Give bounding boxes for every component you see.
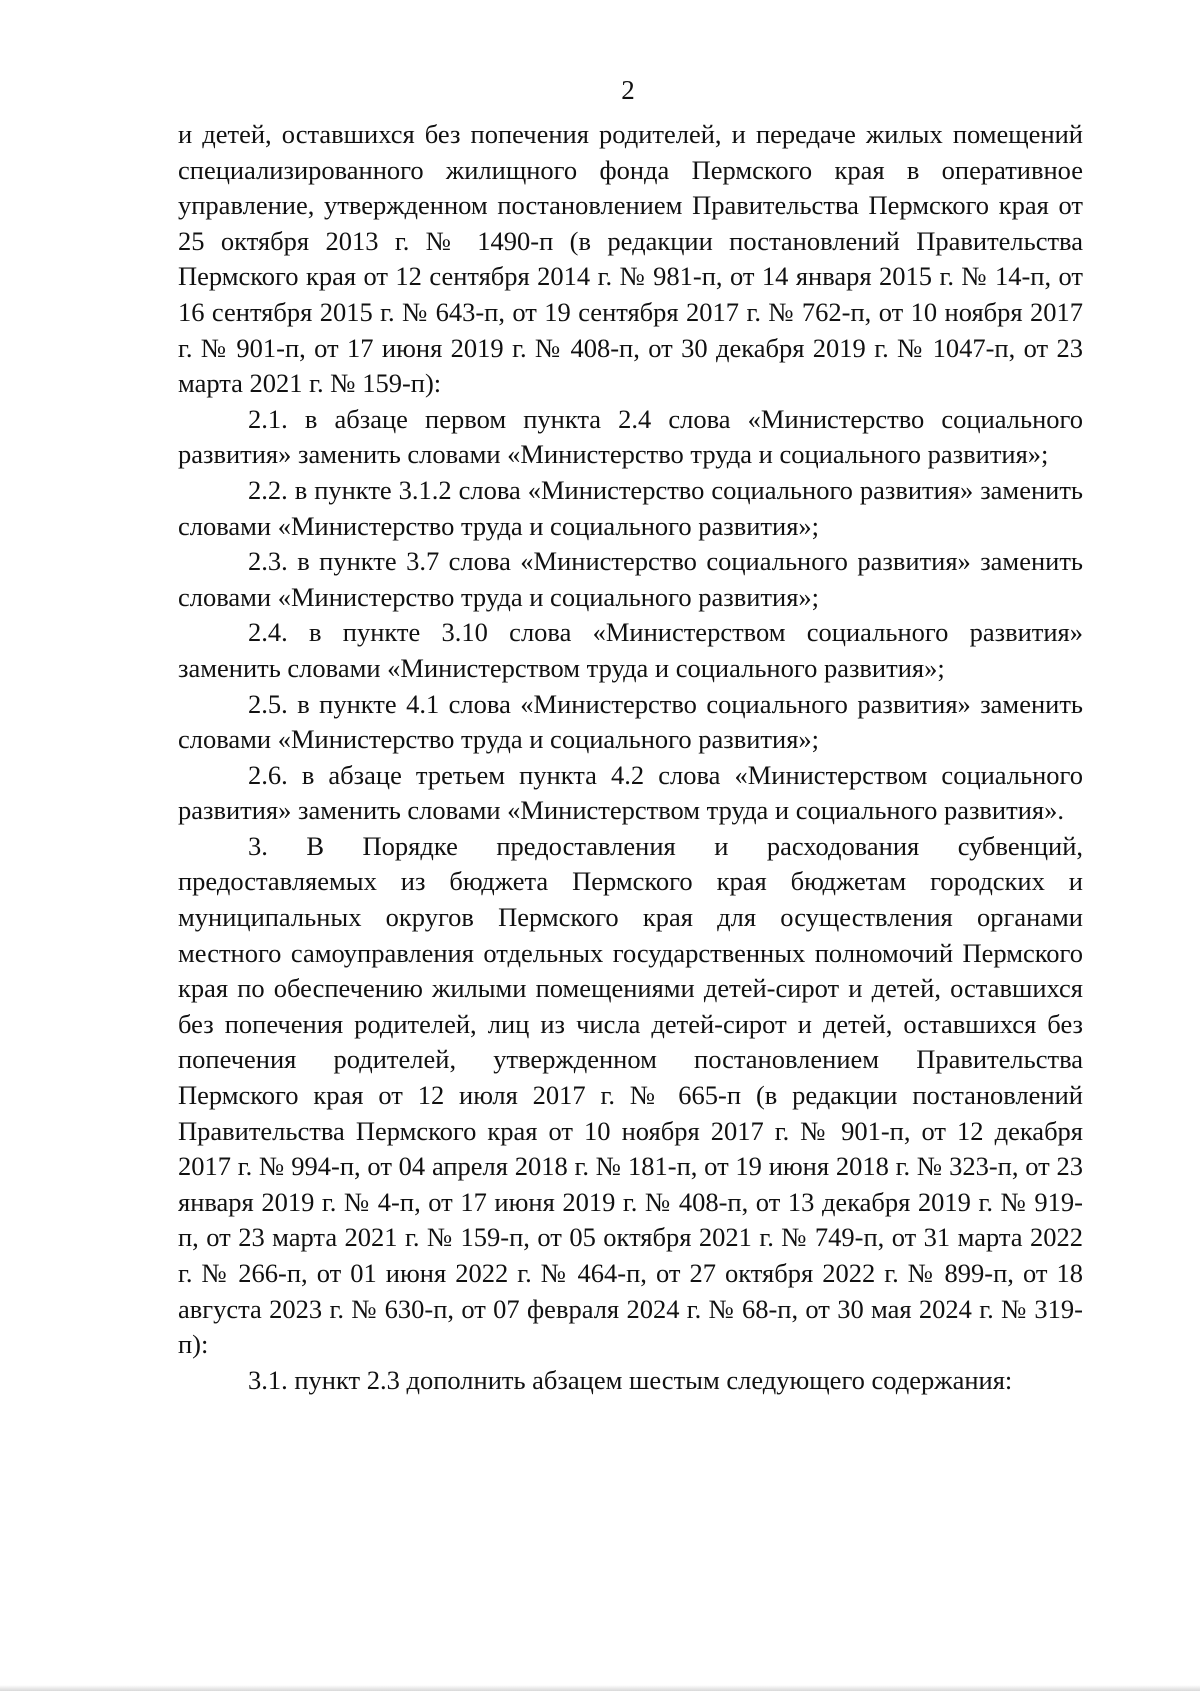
paragraph-item-2-4: 2.4. в пункте 3.10 слова «Министерством социального развития» заменить словами «Министерством труда и социального развития»; bbox=[178, 617, 1083, 683]
document-body bbox=[178, 117, 1083, 1398]
scan-bottom-edge bbox=[0, 1685, 1200, 1691]
paragraph-item-2-3: 2.3. в пункте 3.7 слова «Министерство социального развития» заменить словами «Министерство труда и социального развития»; bbox=[178, 546, 1083, 612]
paragraph-continuation: и детей, оставшихся без попечения родителей, и передаче жилых помещений специализированного жилищного фонда Пермского края в оперативное управление, утвержденном постановлением Правительства Пермского края от 25 октября 2013 г. № 1490-п (в редакции постановлений Правительства Пермского края от 12 сентября 2014 г. № 981-п, от 14 января 2015 г. № 14-п, от 16 сентября 2015 г. № 643-п, от 19 сентября 2017 г. № 762-п, от 10 ноября 2017 г. № 901-п, от 17 июня 2019 г. № 408-п, от 30 декабря 2019 г. № 1047-п, от 23 марта 2021 г. № 159-п): bbox=[178, 119, 1083, 399]
paragraph-item-2-1: 2.1. в абзаце первом пункта 2.4 слова «Министерство социального развития» заменить словами «Министерство труда и социального развития»; bbox=[178, 403, 1083, 470]
paragraph-item-2-6: 2.6. в абзаце третьем пункта 4.2 слова «Министерством социального развития» заменить словами «Министерством труда и социального развития». bbox=[178, 759, 1083, 826]
paragraph-item-3: 3. В Порядке предоставления и расходования субвенций, предоставляемых из бюджета Пермского края бюджетам городских и муниципальных округов Пермского края для осуществления органами местного самоуправления отдельных государственных полномочий Пермского края по обеспечению жилыми помещениями детей-сирот и детей, оставшихся без попечения родителей, лиц из числа детей-сирот и детей, оставшихся без попечения родителей, утвержденном постановлением Правительства Пермского края от 12 июля 2017 г. № 665-п (в редакции постановлений Правительства Пермского края от 10 ноября 2017 г. № 901-п, от 12 декабря 2017 г. № 994-п, от 04 апреля 2018 г. № 181-п, от 19 июня 2018 г. № 323-п, от 23 января 2019 г. № 4-п, от 17 июня 2019 г. № 408-п, от 13 декабря 2019 г. № 919-п, от 23 марта 2021 г. № 159-п, от 05 октября 2021 г. № 749-п, от 31 марта 2022 г. № 266-п, от 01 июня 2022 г. № 464-п, от 27 октября 2022 г. № 899-п, от 18 августа 2023 г. № 630-п, от 07 февраля 2024 г. № 68-п, от 30 мая 2024 г. № 319-п): bbox=[178, 830, 1083, 1360]
paragraph-item-2-5: 2.5. в пункте 4.1 слова «Министерство социального развития» заменить словами «Министерство труда и социального развития»; bbox=[178, 688, 1083, 755]
paragraph-item-2-2: 2.2. в пункте 3.1.2 слова «Министерство социального развития» заменить словами «Министерство труда и социального развития»; bbox=[178, 474, 1083, 541]
page-number: 2 bbox=[621, 75, 635, 105]
paragraph-item-3-1: 3.1. пункт 2.3 дополнить абзацем шестым следующего содержания: bbox=[248, 1364, 1013, 1395]
